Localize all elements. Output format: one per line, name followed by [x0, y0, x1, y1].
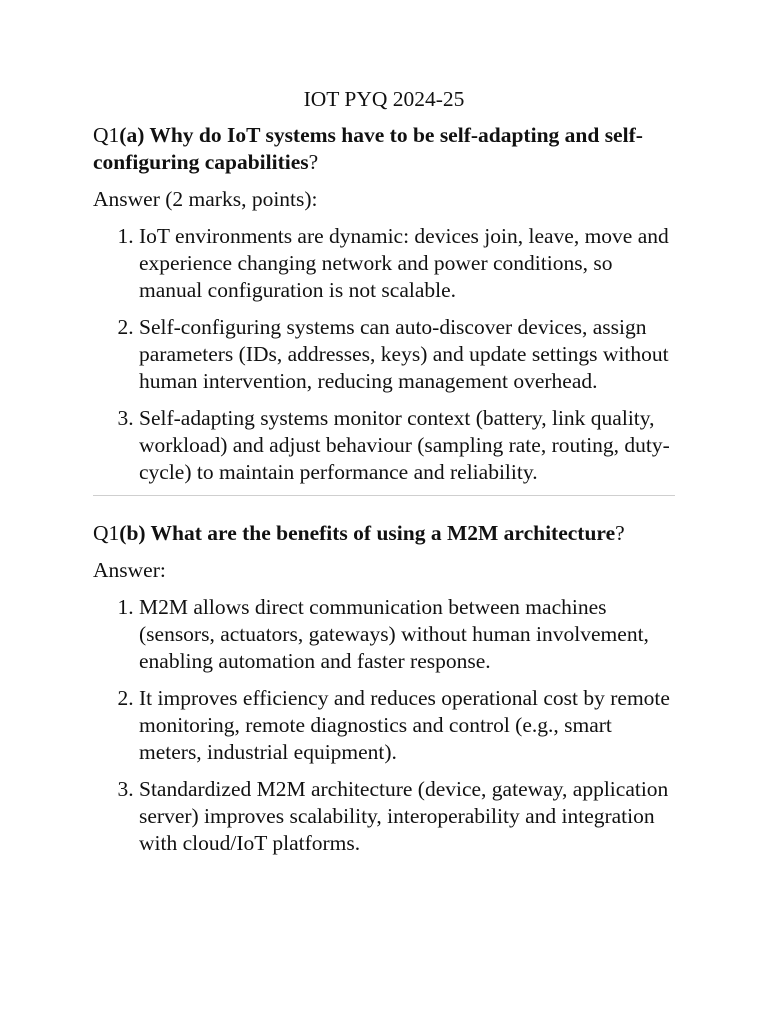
question-heading: [93, 520, 675, 547]
document-page: [93, 86, 675, 867]
question-prefix: Q1: [93, 123, 120, 147]
question-text: (b) What are the benefits of using a M2M architecture: [119, 521, 616, 545]
answer-point: 2. It improves efficiency and reduces operational cost by remote monitoring, remote diagnostics and control (e.g., smart meters, industrial equipment).: [139, 685, 675, 766]
question-heading: [93, 122, 675, 176]
document-title: IOT PYQ 2024-25: [303, 87, 465, 111]
question-suffix: ?: [615, 521, 625, 545]
answer-point: 2. Self-configuring systems can auto-discover devices, assign parameters (IDs, addresses, keys) and update settings without human intervention, reducing management overhead.: [139, 314, 675, 395]
question-prefix: Q1: [93, 521, 120, 545]
question-text: (a) Why do IoT systems have to be self-adapting and self-configuring capabilities: [93, 123, 643, 174]
answer-list: [93, 594, 675, 857]
question-section-1a: [93, 122, 675, 486]
answer-point: 1. IoT environments are dynamic: devices join, leave, move and experience changing network and power conditions, so manual configuration is not scalable.: [139, 223, 675, 304]
answer-point: 3. Self-adapting systems monitor context (battery, link quality, workload) and adjust behaviour (sampling rate, routing, duty-cycle) to maintain performance and reliability.: [139, 405, 675, 486]
question-suffix: ?: [308, 150, 319, 174]
answer-label: Answer:: [93, 558, 166, 582]
answer-point: 3. Standardized M2M architecture (device, gateway, application server) improves scalability, interoperability and integration with cloud/IoT platforms.: [139, 776, 675, 857]
answer-label: Answer (2 marks, points):: [93, 187, 318, 211]
section-divider: [93, 495, 675, 496]
answer-list: [93, 223, 675, 486]
question-section-1b: [93, 520, 675, 857]
answer-point: 1. M2M allows direct communication between machines (sensors, actuators, gateways) without human involvement, enabling automation and faster response.: [139, 594, 675, 675]
